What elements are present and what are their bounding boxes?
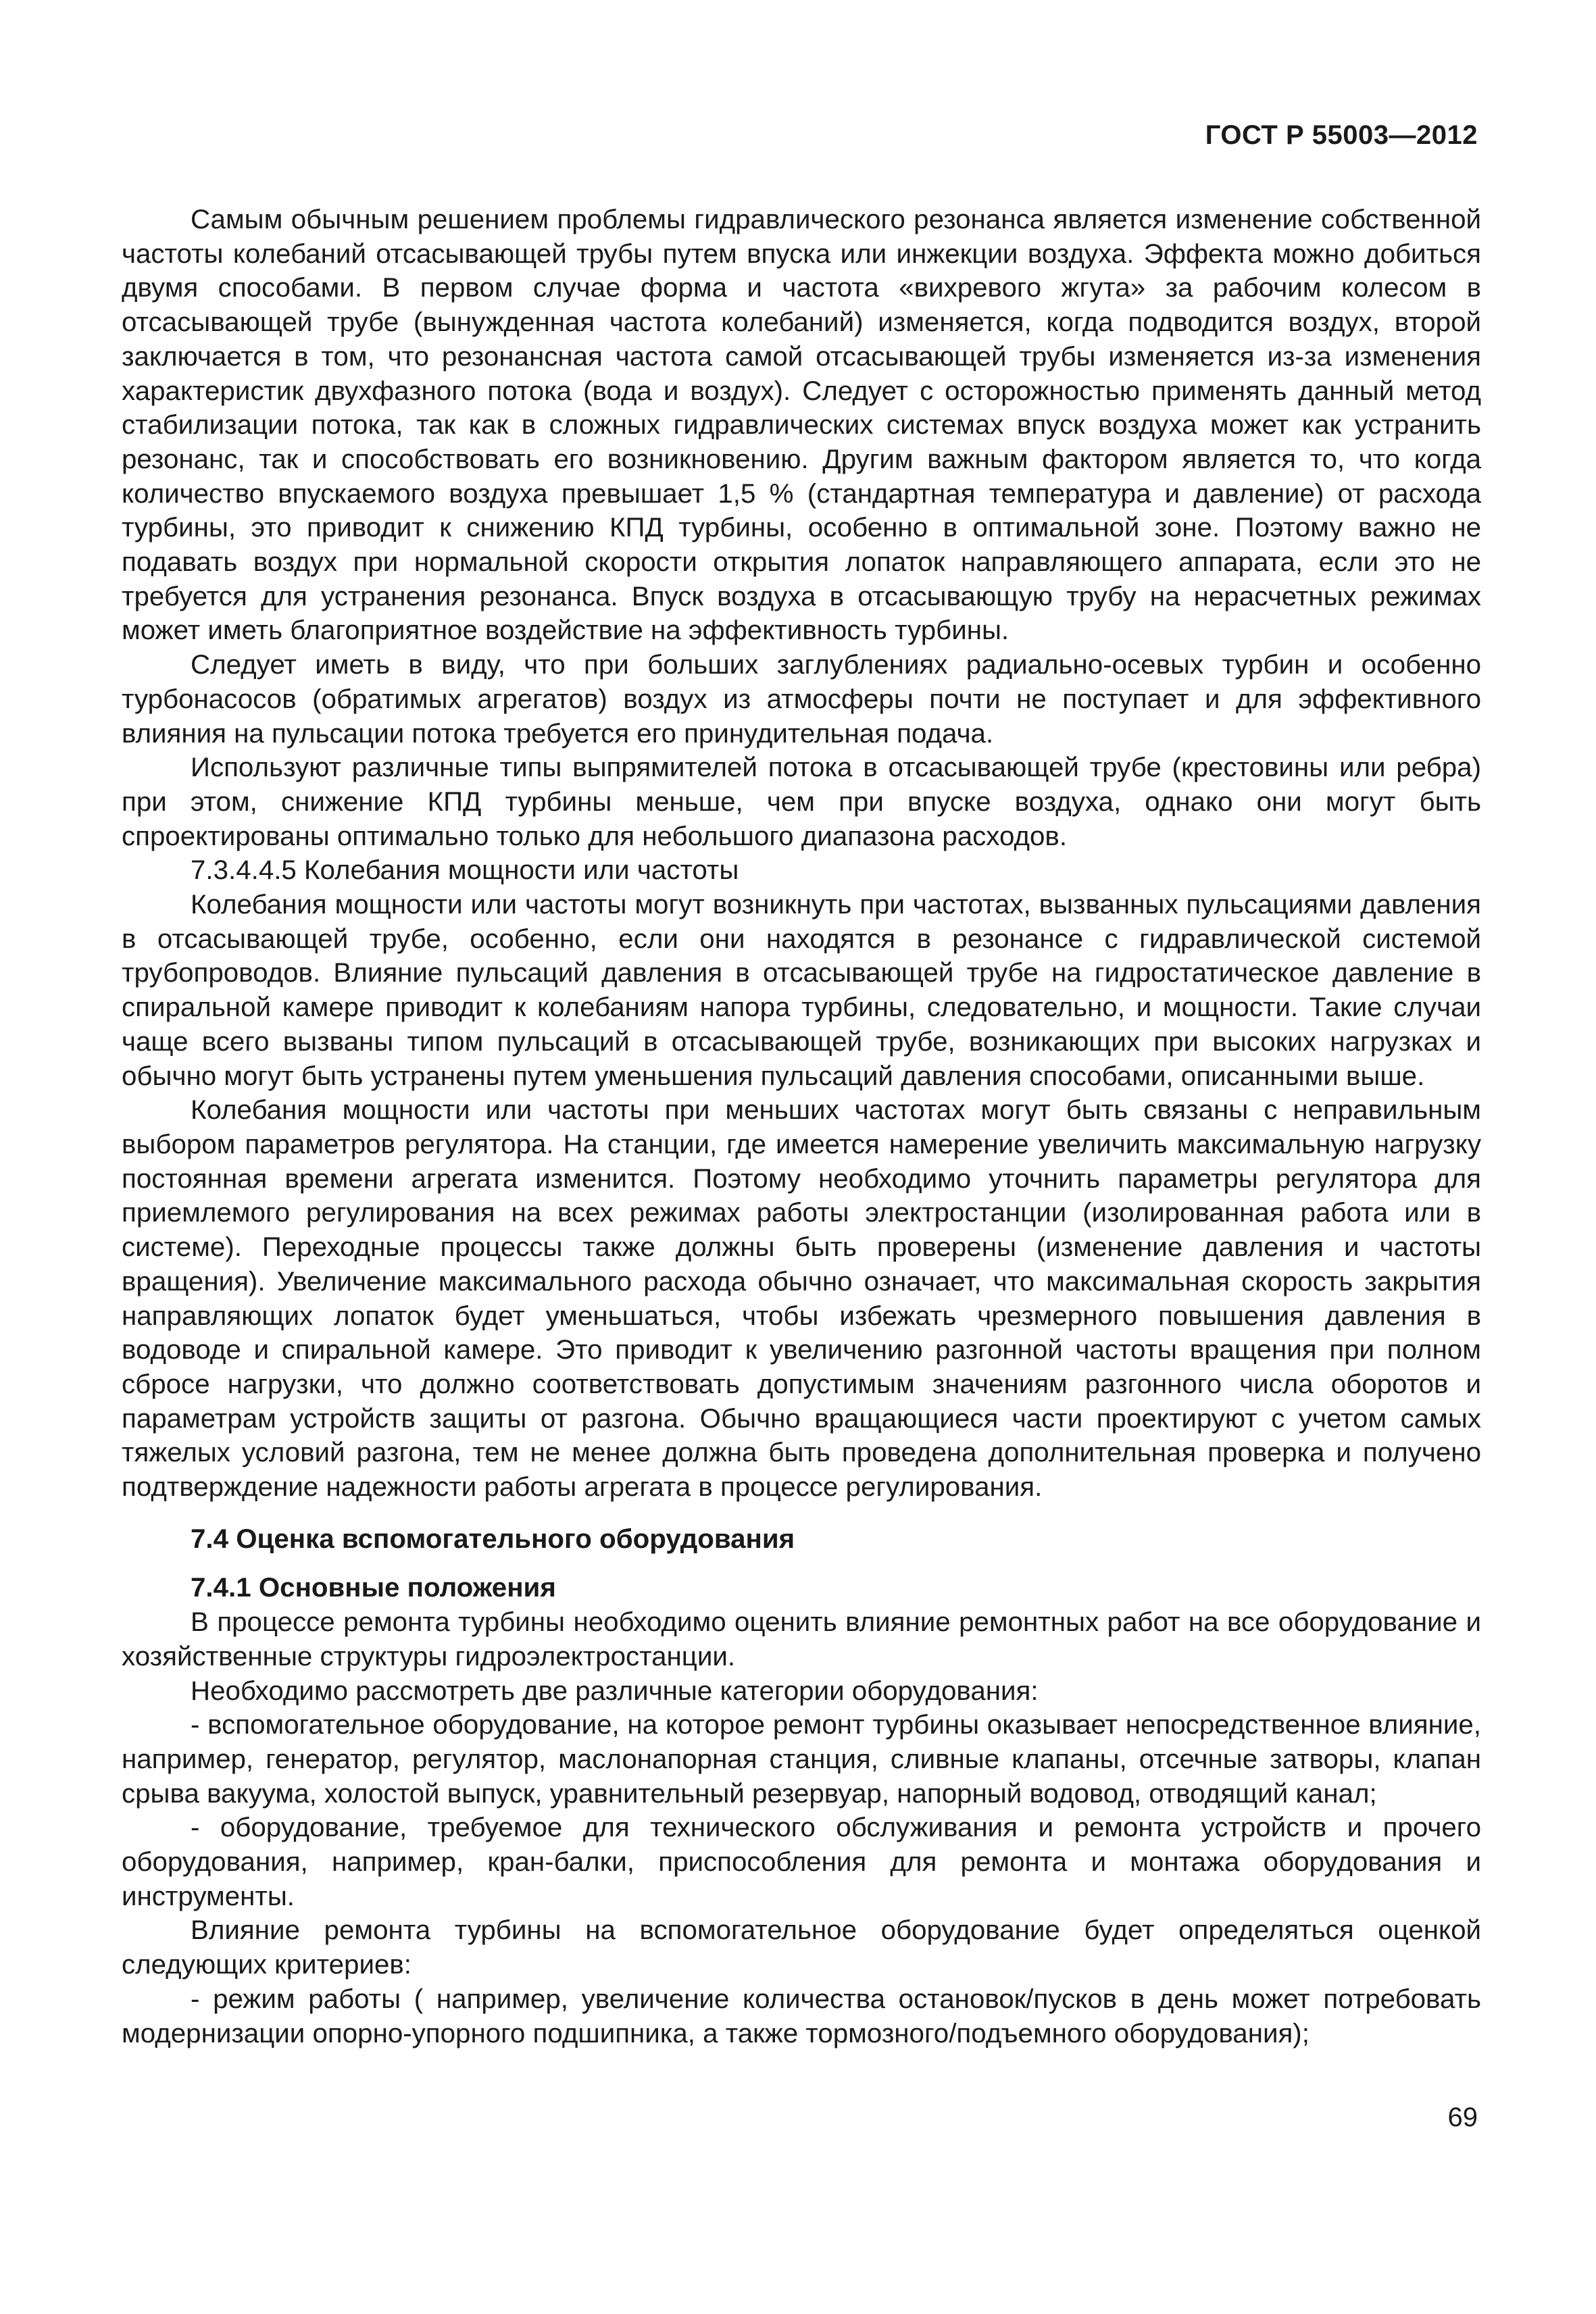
page-number: 69 [1447, 2103, 1478, 2132]
paragraph: Необходимо рассмотреть две различные категории оборудования: [191, 1675, 1039, 1706]
paragraph: В процессе ремонта турбины необходимо оценить влияние ремонтных работ на все оборудование и хозяйственные структуры гидроэлектростанции. [122, 1607, 1481, 1671]
paragraph: Колебания мощности или частоты при меньших частотах могут быть связаны с неправильным выбором параметров регулятора. На станции, где имеется намерение увеличить максимальную нагрузку постоянная времени агрегата изменится. Поэтому необходимо уточнить параметры регулятора для приемлемого регулирования на всех режимах работы электростанции (изолированная работа или в системе). Переходные процессы также должны быть проверены (изменение давления и частоты вращения). Увеличение максимального расхода обычно означает, что максимальная скорость закрытия направляющих лопаток будет уменьшаться, чтобы избежать чрезмерного повышения давления в водоводе и спиральной камере. Это приводит к увеличению разгонной частоты вращения при полном сбросе нагрузки, что должно соответствовать допустимым значениям разгонного числа оборотов и параметрам устройств защиты от разгона. Обычно вращающиеся части проектируют с учетом самых тяжелых условий разгона, тем не менее должна быть проведена дополнительная проверка и получено подтверждение надежности работы агрегата в процессе регулирования. [122, 1095, 1481, 1503]
section-title: 7.4 Оценка вспомогательного оборудования [191, 1523, 795, 1554]
paragraph: Влияние ремонта турбины на вспомогательное оборудование будет определяться оценкой следующих критериев: [122, 1915, 1481, 1980]
document-body [122, 203, 1481, 2051]
paragraph: Используют различные типы выпрямителей потока в отсасывающей трубе (крестовины или ребра) при этом, снижение КПД турбины меньше, чем при впуске воздуха, однако они могут быть спроектированы оптимально только для небольшого диапазона расходов. [122, 752, 1481, 851]
document-header: ГОСТ Р 55003—2012 [1205, 120, 1478, 150]
paragraph: Следует иметь в виду, что при больших заглублениях радиально-осевых турбин и особенно турбонасосов (обратимых агрегатов) воздух из атмосферы почти не поступает и для эффективного влияния на пульсации потока требуется его принудительная подача. [122, 649, 1481, 749]
subsection-title: 7.4.1 Основные положения [191, 1572, 556, 1603]
clause-title: 7.3.4.4.5 Колебания мощности или частоты [191, 855, 739, 886]
paragraph: Самым обычным решением проблемы гидравлического резонанса является изменение собственной частоты колебаний отсасывающей трубы путем впуска или инжекции воздуха. Эффекта можно добиться двумя способами. В первом случае форма и частота «вихревого жгута» за рабочим колесом в отсасывающей трубе (вынужденная частота колебаний) изменяется, когда подводится воздух, второй заключается в том, что резонансная частота самой отсасывающей трубы изменяется из-за изменения характеристик двухфазного потока (вода и воздух). Следует с осторожностью применять данный метод стабилизации потока, так как в сложных гидравлических системах впуск воздуха может как устранить резонанс, так и способствовать его возникновению. Другим важным фактором является то, что когда количество впускаемого воздуха превышает 1,5 % (стандартная температура и давление) от расхода турбины, это приводит к снижению КПД турбины, особенно в оптимальной зоне. Поэтому важно не подавать воздух при нормальной скорости открытия лопаток направляющего аппарата, если это не требуется для устранения резонанса. Впуск воздуха в отсасывающую трубу на нерасчетных режимах может иметь благоприятное воздействие на эффективность турбины. [122, 204, 1481, 646]
list-item: - режим работы ( например, увеличение количества остановок/пусков в день может потребовать модернизации опорно-упорного подшипника, а также тормозного/подъемного оборудования); [122, 1983, 1481, 2048]
list-item: - оборудование, требуемое для технического обслуживания и ремонта устройств и прочего оборудования, например, кран-балки, приспособления для ремонта и монтажа оборудования и инструменты. [122, 1812, 1481, 1911]
paragraph: Колебания мощности или частоты могут возникнуть при частотах, вызванных пульсациями давления в отсасывающей трубе, особенно, если они находятся в резонансе с гидравлической системой трубопроводов. Влияние пульсаций давления в отсасывающей трубе на гидростатическое давление в спиральной камере приводит к колебаниям напора турбины, следовательно, и мощности. Такие случаи чаще всего вызваны типом пульсаций в отсасывающей трубе, возникающих при высоких нагрузках и обычно могут быть устранены путем уменьшения пульсаций давления способами, описанными выше. [122, 889, 1481, 1091]
list-item: - вспомогательное оборудование, на которое ремонт турбины оказывает непосредственное влияние, например, генератор, регулятор, маслонапорная станция, сливные клапаны, отсечные затворы, клапан срыва вакуума, холостой выпуск, уравнительный резервуар, напорный водовод, отводящий канал; [122, 1709, 1481, 1809]
